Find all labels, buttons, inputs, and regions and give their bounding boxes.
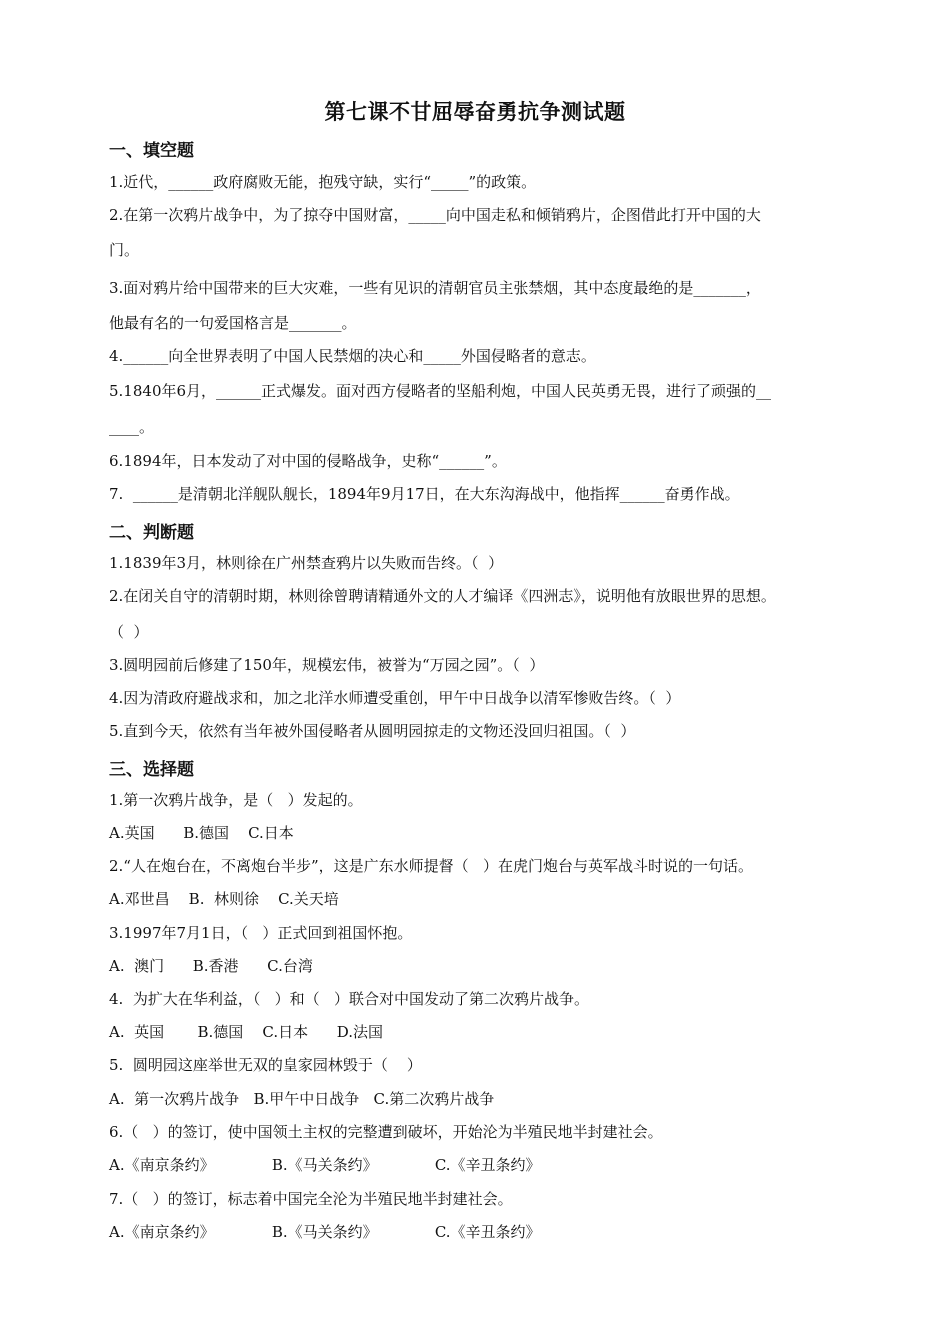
answer-options: A. 英国 B.德国 C.日本 D.法国 <box>109 1023 383 1041</box>
answer-options: A.《南京条约》 B.《马关条约》 C.《辛丑条约》 <box>109 1156 541 1174</box>
question-line: 他最有名的一句爱国格言是_______。 <box>109 314 357 332</box>
question-line: 3.1997年7月1日，（ ）正式回到祖国怀抱。 <box>109 924 413 942</box>
question-line: ____。 <box>109 418 155 436</box>
question-line: 2.在闭关自守的清朝时期，林则徐曾聘请精通外文的人才编译《四洲志》，说明他有放眼世界的思想。 <box>109 587 776 605</box>
question-line: 5.直到今天，依然有当年被外国侵略者从圆明园掠走的文物还没回归祖国。（ ） <box>109 722 636 740</box>
section-heading-fill: 一、填空题 <box>109 141 194 161</box>
answer-options: A.英国 B.德国 C.日本 <box>109 824 294 842</box>
page-title: 第七课不甘屈辱奋勇抗争测试题 <box>324 100 626 124</box>
question-line: 4.因为清政府避战求和，加之北洋水师遭受重创，甲午中日战争以清军惨败告终。（ ） <box>109 689 681 707</box>
answer-options: A. 第一次鸦片战争 B.甲午中日战争 C.第二次鸦片战争 <box>109 1090 495 1108</box>
question-line: 4. 为扩大在华利益，（ ）和（ ）联合对中国发动了第二次鸦片战争。 <box>109 990 589 1008</box>
question-line: 3.面对鸦片给中国带来的巨大灾难，一些有见识的清朝官员主张禁烟，其中态度最绝的是_______， <box>109 279 761 297</box>
question-line: 1.第一次鸦片战争，是（ ）发起的。 <box>109 791 363 809</box>
question-line: 门。 <box>109 241 140 259</box>
question-line: 1.近代，______政府腐败无能，抱残守缺，实行“_____”的政策。 <box>109 173 537 191</box>
section-heading-judge: 二、判断题 <box>109 523 194 543</box>
question-line: 2.“人在炮台在，不离炮台半步”，这是广东水师提督（ ）在虎门炮台与英军战斗时说的一句话。 <box>109 857 753 875</box>
question-line: 7. ______是清朝北洋舰队舰长，1894年9月17日，在大东沟海战中，他指挥______奋勇作战。 <box>109 485 740 503</box>
answer-options: A.邓世昌 B. 林则徐 C.关天培 <box>109 890 339 908</box>
answer-options: A.《南京条约》 B.《马关条约》 C.《辛丑条约》 <box>109 1223 541 1241</box>
answer-options: A. 澳门 B.香港 C.台湾 <box>109 957 313 975</box>
question-line: 1.1839年3月，林则徐在广州禁查鸦片以失败而告终。（ ） <box>109 554 504 572</box>
question-line: （ ） <box>109 623 149 641</box>
question-line: 4.______向全世界表明了中国人民禁烟的决心和_____外国侵略者的意志。 <box>109 347 596 365</box>
question-line: 7.（ ）的签订，标志着中国完全沦为半殖民地半封建社会。 <box>109 1190 513 1208</box>
question-line: 6.1894年，日本发动了对中国的侵略战争，史称“______”。 <box>109 452 507 470</box>
question-line: 5. 圆明园这座举世无双的皇家园林毁于（ ） <box>109 1056 422 1074</box>
section-heading-choice: 三、选择题 <box>109 760 194 780</box>
question-line: 3.圆明园前后修建了150年，规模宏伟，被誉为“万园之园”。（ ） <box>109 656 545 674</box>
question-line: 2.在第一次鸦片战争中，为了掠夺中国财富，_____向中国走私和倾销鸦片，企图借此打开中国的大 <box>109 206 761 224</box>
question-line: 6.（ ）的签订，使中国领土主权的完整遭到破坏，开始沦为半殖民地半封建社会。 <box>109 1123 663 1141</box>
question-line: 5.1840年6月，______正式爆发。面对西方侵略者的坚船利炮，中国人民英勇无畏，进行了顽强的__ <box>109 382 772 400</box>
